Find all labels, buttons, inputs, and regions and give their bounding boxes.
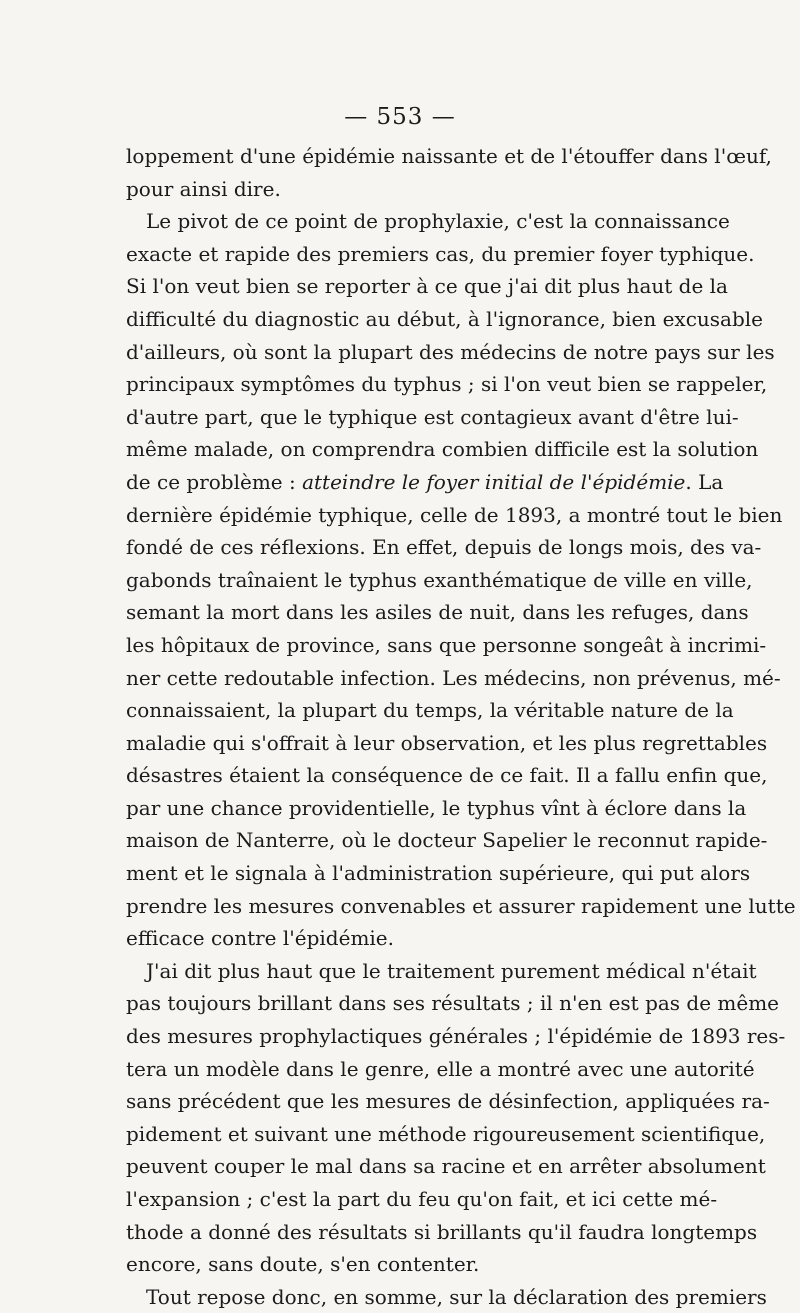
text-line: l'expansion ; c'est la part du feu qu'on fait, et ici cette mé- <box>126 1187 718 1211</box>
text-line: connaissaient, la plupart du temps, la véritable nature de la <box>126 698 734 723</box>
text-line: Tout repose donc, en somme, sur la déclaration des premiers <box>146 1284 767 1309</box>
text-line: principaux symptômes du typhus ; si l'on veut bien se rappeler, <box>126 372 768 397</box>
page-number: — 553 — <box>344 104 456 130</box>
text-line: prendre les mesures convenables et assurer rapidement une lutte <box>126 893 796 918</box>
text-line: gabonds traînaient le typhus exanthématique de ville en ville, <box>126 567 753 592</box>
body-text <box>126 140 796 1313</box>
text-line: thode a donné des résultats si brillants qu'il faudra longtemps <box>126 1219 758 1244</box>
text-line: sans précédent que les mesures de désinfection, appliquées ra- <box>126 1089 770 1114</box>
text-line: peuvent couper le mal dans sa racine et en arrêter absolument <box>126 1154 766 1179</box>
text-line: dernière épidémie typhique, celle de 1893, a montré tout le bien <box>126 502 783 527</box>
text-line: efficace contre l'épidémie. <box>126 926 394 951</box>
text-line: Si l'on veut bien se reporter à ce que j'ai dit plus haut de la <box>126 274 728 299</box>
text-line: encore, sans doute, s'en contenter. <box>126 1252 480 1277</box>
text-line: maladie qui s'offrait à leur observation, et les plus regrettables <box>126 730 768 755</box>
text-line: maison de Nanterre, où le docteur Sapelier le reconnut rapide- <box>126 828 768 853</box>
text-line: fondé de ces réflexions. En effet, depuis de longs mois, des va- <box>126 535 762 560</box>
text-line: pas toujours brillant dans ses résultats ; il n'en est pas de même <box>126 991 780 1016</box>
text-line <box>126 466 724 499</box>
text-line: Le pivot de ce point de prophylaxie, c'est la connaissance <box>146 209 730 234</box>
text-line: tera un modèle dans le genre, elle a montré avec une autorité <box>126 1056 755 1081</box>
text-line: pour ainsi dire. <box>126 176 281 201</box>
text-line: exacte et rapide des premiers cas, du premier foyer typhique. <box>126 241 755 266</box>
text-fragment: . La <box>685 469 724 494</box>
text-line: des mesures prophylactiques générales ; l'épidémie de 1893 res- <box>126 1024 786 1049</box>
text-line: loppement d'une épidémie naissante et de l'étouffer dans l'œuf, <box>126 144 772 168</box>
text-line: d'autre part, que le typhique est contagieux avant d'être lui- <box>126 404 739 429</box>
text-line: par une chance providentielle, le typhus vînt à éclore dans la <box>126 795 747 820</box>
text-line: J'ai dit plus haut que le traitement purement médical n'était <box>146 958 757 983</box>
text-fragment: de ce problème : <box>126 469 303 494</box>
text-line: difficulté du diagnostic au début, à l'ignorance, bien excusable <box>126 306 764 331</box>
text-line: ner cette redoutable infection. Les médecins, non prévenus, mé- <box>126 665 781 690</box>
text-line: même malade, on comprendra combien difficile est la solution <box>126 437 759 462</box>
text-line: désastres étaient la conséquence de ce fait. Il a fallu enfin que, <box>126 763 768 788</box>
text-line: ment et le signala à l'administration supérieure, qui put alors <box>126 861 751 886</box>
text-line: les hôpitaux de province, sans que personne songeât à incrimi- <box>126 632 767 657</box>
text-line: pidement et suivant une méthode rigoureusement scientifique, <box>126 1121 766 1146</box>
text-line: d'ailleurs, où sont la plupart des médecins de notre pays sur les <box>126 339 775 364</box>
italic-phrase: atteindre le foyer initial de l'épidémie <box>302 469 686 494</box>
text-line: semant la mort dans les asiles de nuit, dans les refuges, dans <box>126 600 749 625</box>
